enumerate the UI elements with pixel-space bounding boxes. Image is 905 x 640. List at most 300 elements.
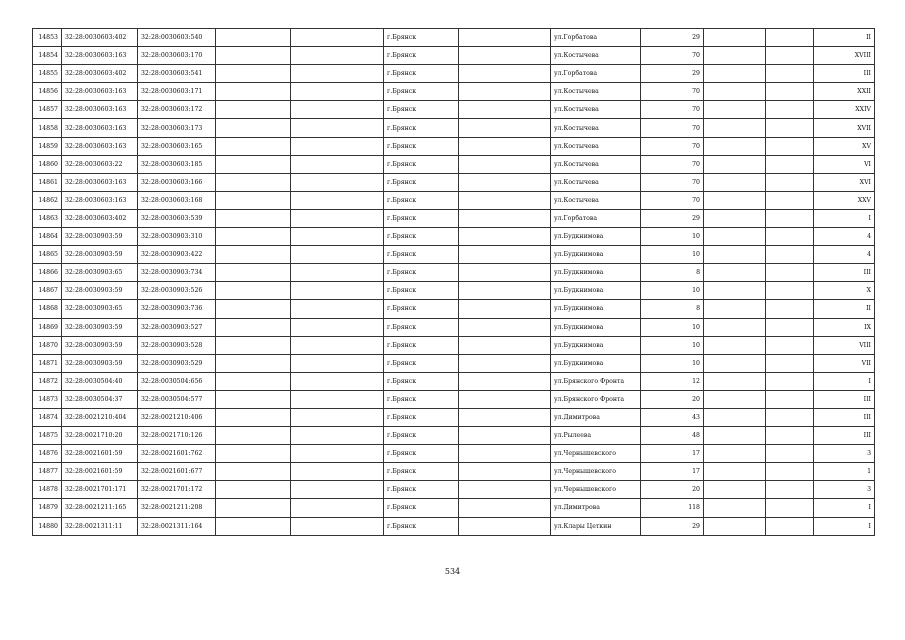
street-cell: ул.Будкнимова — [551, 354, 641, 372]
empty-cell — [766, 282, 814, 300]
empty-cell — [704, 29, 766, 47]
empty-cell — [291, 499, 384, 517]
row-number-cell: 14855 — [33, 65, 62, 83]
empty-cell — [291, 101, 384, 119]
empty-cell — [704, 137, 766, 155]
row-number-cell: 14876 — [33, 445, 62, 463]
land-cadastral-number-cell: 32:28:0030903:59 — [62, 246, 138, 264]
empty-cell — [291, 173, 384, 191]
street-cell: ул.Костычева — [551, 83, 641, 101]
empty-cell — [216, 408, 291, 426]
street-cell: ул.Димитрова — [551, 408, 641, 426]
city-cell: г.Брянск — [384, 427, 459, 445]
table-row — [33, 191, 875, 209]
page-number: 534 — [444, 567, 461, 576]
row-number-cell: 14865 — [33, 246, 62, 264]
street-cell: ул.Будкнимова — [551, 282, 641, 300]
empty-cell — [766, 246, 814, 264]
city-cell: г.Брянск — [384, 354, 459, 372]
street-cell: ул.Будкнимова — [551, 246, 641, 264]
table-row — [33, 408, 875, 426]
house-number-cell: 10 — [641, 228, 704, 246]
empty-cell — [216, 228, 291, 246]
object-cadastral-number-cell: 32:28:0030504:577 — [138, 390, 216, 408]
land-cadastral-number-cell: 32:28:0021601:59 — [62, 463, 138, 481]
empty-cell — [459, 119, 551, 137]
empty-cell — [291, 119, 384, 137]
land-cadastral-number-cell: 32:28:0030903:59 — [62, 336, 138, 354]
apartment-number-cell: III — [814, 390, 875, 408]
apartment-number-cell: I — [814, 209, 875, 227]
land-cadastral-number-cell: 32:28:0030504:37 — [62, 390, 138, 408]
table-row — [33, 228, 875, 246]
empty-cell — [216, 246, 291, 264]
city-cell: г.Брянск — [384, 336, 459, 354]
empty-cell — [766, 173, 814, 191]
city-cell: г.Брянск — [384, 408, 459, 426]
object-cadastral-number-cell: 32:28:0021311:164 — [138, 517, 216, 535]
house-number-cell: 29 — [641, 29, 704, 47]
table-row — [33, 101, 875, 119]
house-number-cell: 12 — [641, 372, 704, 390]
row-number-cell: 14862 — [33, 191, 62, 209]
object-cadastral-number-cell: 32:28:0030903:529 — [138, 354, 216, 372]
empty-cell — [291, 191, 384, 209]
empty-cell — [459, 47, 551, 65]
table-row — [33, 137, 875, 155]
empty-cell — [216, 372, 291, 390]
empty-cell — [704, 65, 766, 83]
empty-cell — [766, 47, 814, 65]
empty-cell — [766, 318, 814, 336]
empty-cell — [459, 209, 551, 227]
row-number-cell: 14878 — [33, 481, 62, 499]
row-number-cell: 14857 — [33, 101, 62, 119]
city-cell: г.Брянск — [384, 517, 459, 535]
empty-cell — [216, 445, 291, 463]
city-cell: г.Брянск — [384, 119, 459, 137]
apartment-number-cell: XXIV — [814, 101, 875, 119]
empty-cell — [459, 517, 551, 535]
empty-cell — [704, 246, 766, 264]
empty-cell — [704, 300, 766, 318]
empty-cell — [291, 408, 384, 426]
empty-cell — [704, 336, 766, 354]
table-row — [33, 517, 875, 535]
house-number-cell: 118 — [641, 499, 704, 517]
row-number-cell: 14864 — [33, 228, 62, 246]
street-cell: ул.Горбатова — [551, 209, 641, 227]
table-row — [33, 300, 875, 318]
empty-cell — [704, 101, 766, 119]
city-cell: г.Брянск — [384, 155, 459, 173]
apartment-number-cell: 4 — [814, 228, 875, 246]
empty-cell — [766, 264, 814, 282]
street-cell: ул.Будкнимова — [551, 336, 641, 354]
empty-cell — [459, 372, 551, 390]
empty-cell — [216, 463, 291, 481]
object-cadastral-number-cell: 32:28:0030603:185 — [138, 155, 216, 173]
empty-cell — [704, 47, 766, 65]
house-number-cell: 43 — [641, 408, 704, 426]
empty-cell — [766, 390, 814, 408]
street-cell: ул.Костычева — [551, 173, 641, 191]
house-number-cell: 8 — [641, 264, 704, 282]
street-cell: ул.Чернышевского — [551, 463, 641, 481]
city-cell: г.Брянск — [384, 463, 459, 481]
empty-cell — [459, 481, 551, 499]
apartment-number-cell: XV — [814, 137, 875, 155]
house-number-cell: 10 — [641, 318, 704, 336]
empty-cell — [766, 481, 814, 499]
land-cadastral-number-cell: 32:28:0030603:402 — [62, 65, 138, 83]
land-cadastral-number-cell: 32:28:0030603:402 — [62, 209, 138, 227]
land-cadastral-number-cell: 32:28:0021210:404 — [62, 408, 138, 426]
empty-cell — [216, 282, 291, 300]
empty-cell — [216, 137, 291, 155]
empty-cell — [459, 336, 551, 354]
empty-cell — [704, 408, 766, 426]
table-row — [33, 155, 875, 173]
object-cadastral-number-cell: 32:28:0030603:540 — [138, 29, 216, 47]
empty-cell — [459, 137, 551, 155]
table-row — [33, 390, 875, 408]
house-number-cell: 20 — [641, 390, 704, 408]
empty-cell — [291, 246, 384, 264]
city-cell: г.Брянск — [384, 29, 459, 47]
land-cadastral-number-cell: 32:28:0030603:163 — [62, 137, 138, 155]
row-number-cell: 14871 — [33, 354, 62, 372]
empty-cell — [291, 83, 384, 101]
object-cadastral-number-cell: 32:28:0030903:736 — [138, 300, 216, 318]
row-number-cell: 14854 — [33, 47, 62, 65]
city-cell: г.Брянск — [384, 101, 459, 119]
land-cadastral-number-cell: 32:28:0030603:163 — [62, 83, 138, 101]
empty-cell — [704, 517, 766, 535]
empty-cell — [459, 83, 551, 101]
object-cadastral-number-cell: 32:28:0021211:208 — [138, 499, 216, 517]
empty-cell — [216, 209, 291, 227]
object-cadastral-number-cell: 32:28:0030903:528 — [138, 336, 216, 354]
row-number-cell: 14859 — [33, 137, 62, 155]
empty-cell — [459, 246, 551, 264]
house-number-cell: 70 — [641, 137, 704, 155]
empty-cell — [766, 445, 814, 463]
empty-cell — [459, 300, 551, 318]
apartment-number-cell: VI — [814, 155, 875, 173]
empty-cell — [291, 47, 384, 65]
row-number-cell: 14870 — [33, 336, 62, 354]
apartment-number-cell: III — [814, 264, 875, 282]
city-cell: г.Брянск — [384, 65, 459, 83]
table-row — [33, 499, 875, 517]
table-row — [33, 354, 875, 372]
empty-cell — [766, 191, 814, 209]
empty-cell — [216, 173, 291, 191]
row-number-cell: 14863 — [33, 209, 62, 227]
city-cell: г.Брянск — [384, 83, 459, 101]
empty-cell — [704, 390, 766, 408]
apartment-number-cell: XVI — [814, 173, 875, 191]
apartment-number-cell: II — [814, 300, 875, 318]
empty-cell — [766, 336, 814, 354]
empty-cell — [216, 264, 291, 282]
city-cell: г.Брянск — [384, 264, 459, 282]
empty-cell — [216, 101, 291, 119]
house-number-cell: 8 — [641, 300, 704, 318]
land-cadastral-number-cell: 32:28:0030603:163 — [62, 173, 138, 191]
object-cadastral-number-cell: 32:28:0030603:166 — [138, 173, 216, 191]
empty-cell — [216, 390, 291, 408]
empty-cell — [766, 101, 814, 119]
empty-cell — [766, 65, 814, 83]
street-cell: ул.Будкнимова — [551, 300, 641, 318]
house-number-cell: 29 — [641, 209, 704, 227]
table-row — [33, 264, 875, 282]
apartment-number-cell: II — [814, 29, 875, 47]
empty-cell — [459, 408, 551, 426]
table-row — [33, 372, 875, 390]
object-cadastral-number-cell: 32:28:0030603:173 — [138, 119, 216, 137]
land-cadastral-number-cell: 32:28:0030903:59 — [62, 354, 138, 372]
row-number-cell: 14853 — [33, 29, 62, 47]
row-number-cell: 14877 — [33, 463, 62, 481]
object-cadastral-number-cell: 32:28:0021601:762 — [138, 445, 216, 463]
empty-cell — [766, 517, 814, 535]
street-cell: ул.Костычева — [551, 191, 641, 209]
empty-cell — [766, 119, 814, 137]
empty-cell — [216, 65, 291, 83]
row-number-cell: 14856 — [33, 83, 62, 101]
street-cell: ул.Будкнимова — [551, 318, 641, 336]
table-row — [33, 336, 875, 354]
street-cell: ул.Димитрова — [551, 499, 641, 517]
empty-cell — [291, 282, 384, 300]
empty-cell — [291, 155, 384, 173]
empty-cell — [459, 264, 551, 282]
empty-cell — [766, 300, 814, 318]
empty-cell — [704, 481, 766, 499]
house-number-cell: 70 — [641, 101, 704, 119]
table-row — [33, 445, 875, 463]
apartment-number-cell: 3 — [814, 445, 875, 463]
empty-cell — [291, 228, 384, 246]
city-cell: г.Брянск — [384, 481, 459, 499]
street-cell: ул.Костычева — [551, 119, 641, 137]
apartment-number-cell: I — [814, 372, 875, 390]
empty-cell — [459, 282, 551, 300]
empty-cell — [459, 155, 551, 173]
empty-cell — [216, 155, 291, 173]
land-cadastral-number-cell: 32:28:0030903:65 — [62, 300, 138, 318]
row-number-cell: 14875 — [33, 427, 62, 445]
land-cadastral-number-cell: 32:28:0030903:59 — [62, 318, 138, 336]
empty-cell — [216, 481, 291, 499]
row-number-cell: 14879 — [33, 499, 62, 517]
empty-cell — [766, 463, 814, 481]
object-cadastral-number-cell: 32:28:0021710:126 — [138, 427, 216, 445]
empty-cell — [459, 173, 551, 191]
object-cadastral-number-cell: 32:28:0030603:171 — [138, 83, 216, 101]
empty-cell — [704, 228, 766, 246]
apartment-number-cell: III — [814, 408, 875, 426]
empty-cell — [459, 463, 551, 481]
house-number-cell: 70 — [641, 47, 704, 65]
empty-cell — [704, 155, 766, 173]
city-cell: г.Брянск — [384, 209, 459, 227]
house-number-cell: 70 — [641, 119, 704, 137]
empty-cell — [291, 137, 384, 155]
city-cell: г.Брянск — [384, 47, 459, 65]
empty-cell — [766, 29, 814, 47]
object-cadastral-number-cell: 32:28:0030603:168 — [138, 191, 216, 209]
land-cadastral-number-cell: 32:28:0030603:22 — [62, 155, 138, 173]
empty-cell — [291, 354, 384, 372]
street-cell: ул.Чернышевского — [551, 445, 641, 463]
empty-cell — [766, 155, 814, 173]
street-cell: ул.Будкнимова — [551, 264, 641, 282]
empty-cell — [704, 372, 766, 390]
apartment-number-cell: IX — [814, 318, 875, 336]
empty-cell — [459, 228, 551, 246]
row-number-cell: 14873 — [33, 390, 62, 408]
land-cadastral-number-cell: 32:28:0030504:40 — [62, 372, 138, 390]
street-cell: ул.Горбатова — [551, 29, 641, 47]
house-number-cell: 70 — [641, 173, 704, 191]
apartment-number-cell: XVIII — [814, 47, 875, 65]
city-cell: г.Брянск — [384, 318, 459, 336]
land-cadastral-number-cell: 32:28:0021311:11 — [62, 517, 138, 535]
empty-cell — [291, 372, 384, 390]
table-row — [33, 427, 875, 445]
apartment-number-cell: 3 — [814, 481, 875, 499]
city-cell: г.Брянск — [384, 228, 459, 246]
empty-cell — [766, 372, 814, 390]
empty-cell — [766, 209, 814, 227]
apartment-number-cell: III — [814, 65, 875, 83]
street-cell: ул.Будкнимова — [551, 228, 641, 246]
row-number-cell: 14880 — [33, 517, 62, 535]
empty-cell — [291, 427, 384, 445]
empty-cell — [704, 463, 766, 481]
city-cell: г.Брянск — [384, 499, 459, 517]
city-cell: г.Брянск — [384, 173, 459, 191]
empty-cell — [291, 65, 384, 83]
object-cadastral-number-cell: 32:28:0030603:170 — [138, 47, 216, 65]
empty-cell — [291, 481, 384, 499]
empty-cell — [766, 408, 814, 426]
apartment-number-cell: XVII — [814, 119, 875, 137]
land-cadastral-number-cell: 32:28:0030603:163 — [62, 101, 138, 119]
street-cell: ул.Горбатова — [551, 65, 641, 83]
object-cadastral-number-cell: 32:28:0030903:526 — [138, 282, 216, 300]
empty-cell — [704, 499, 766, 517]
table-row — [33, 246, 875, 264]
empty-cell — [291, 463, 384, 481]
table-row — [33, 209, 875, 227]
street-cell: ул.Костычева — [551, 137, 641, 155]
row-number-cell: 14861 — [33, 173, 62, 191]
empty-cell — [291, 29, 384, 47]
apartment-number-cell: XXII — [814, 83, 875, 101]
house-number-cell: 48 — [641, 427, 704, 445]
empty-cell — [459, 354, 551, 372]
table-row — [33, 282, 875, 300]
apartment-number-cell: 1 — [814, 463, 875, 481]
land-cadastral-number-cell: 32:28:0030603:163 — [62, 47, 138, 65]
row-number-cell: 14858 — [33, 119, 62, 137]
object-cadastral-number-cell: 32:28:0030603:539 — [138, 209, 216, 227]
table-row — [33, 83, 875, 101]
empty-cell — [459, 191, 551, 209]
row-number-cell: 14872 — [33, 372, 62, 390]
street-cell: ул.Брянского Фронта — [551, 390, 641, 408]
empty-cell — [459, 390, 551, 408]
table-row — [33, 318, 875, 336]
house-number-cell: 10 — [641, 354, 704, 372]
land-cadastral-number-cell: 32:28:0030903:65 — [62, 264, 138, 282]
empty-cell — [216, 47, 291, 65]
registry-rows — [33, 29, 875, 536]
empty-cell — [216, 336, 291, 354]
apartment-number-cell: III — [814, 427, 875, 445]
city-cell: г.Брянск — [384, 390, 459, 408]
table-row — [33, 29, 875, 47]
street-cell: ул.Брянского Фронта — [551, 372, 641, 390]
apartment-number-cell: VII — [814, 354, 875, 372]
house-number-cell: 70 — [641, 155, 704, 173]
land-cadastral-number-cell: 32:28:0021601:59 — [62, 445, 138, 463]
empty-cell — [459, 29, 551, 47]
empty-cell — [291, 318, 384, 336]
empty-cell — [704, 119, 766, 137]
empty-cell — [459, 318, 551, 336]
empty-cell — [766, 228, 814, 246]
empty-cell — [216, 29, 291, 47]
table-row — [33, 65, 875, 83]
street-cell: ул.Костычева — [551, 47, 641, 65]
empty-cell — [766, 137, 814, 155]
empty-cell — [291, 209, 384, 227]
house-number-cell: 17 — [641, 463, 704, 481]
empty-cell — [704, 427, 766, 445]
empty-cell — [459, 445, 551, 463]
object-cadastral-number-cell: 32:28:0030903:734 — [138, 264, 216, 282]
city-cell: г.Брянск — [384, 191, 459, 209]
empty-cell — [704, 209, 766, 227]
house-number-cell: 20 — [641, 481, 704, 499]
empty-cell — [704, 445, 766, 463]
empty-cell — [216, 499, 291, 517]
object-cadastral-number-cell: 32:28:0030504:656 — [138, 372, 216, 390]
empty-cell — [291, 390, 384, 408]
land-cadastral-number-cell: 32:28:0030603:163 — [62, 119, 138, 137]
empty-cell — [216, 191, 291, 209]
street-cell: ул.Костычева — [551, 101, 641, 119]
object-cadastral-number-cell: 32:28:0021601:677 — [138, 463, 216, 481]
apartment-number-cell: I — [814, 499, 875, 517]
table-row — [33, 463, 875, 481]
empty-cell — [459, 499, 551, 517]
land-cadastral-number-cell: 32:28:0030603:163 — [62, 191, 138, 209]
land-cadastral-number-cell: 32:28:0030903:59 — [62, 282, 138, 300]
city-cell: г.Брянск — [384, 137, 459, 155]
table-row — [33, 481, 875, 499]
empty-cell — [291, 517, 384, 535]
empty-cell — [766, 427, 814, 445]
land-cadastral-number-cell: 32:28:0021701:171 — [62, 481, 138, 499]
empty-cell — [766, 354, 814, 372]
